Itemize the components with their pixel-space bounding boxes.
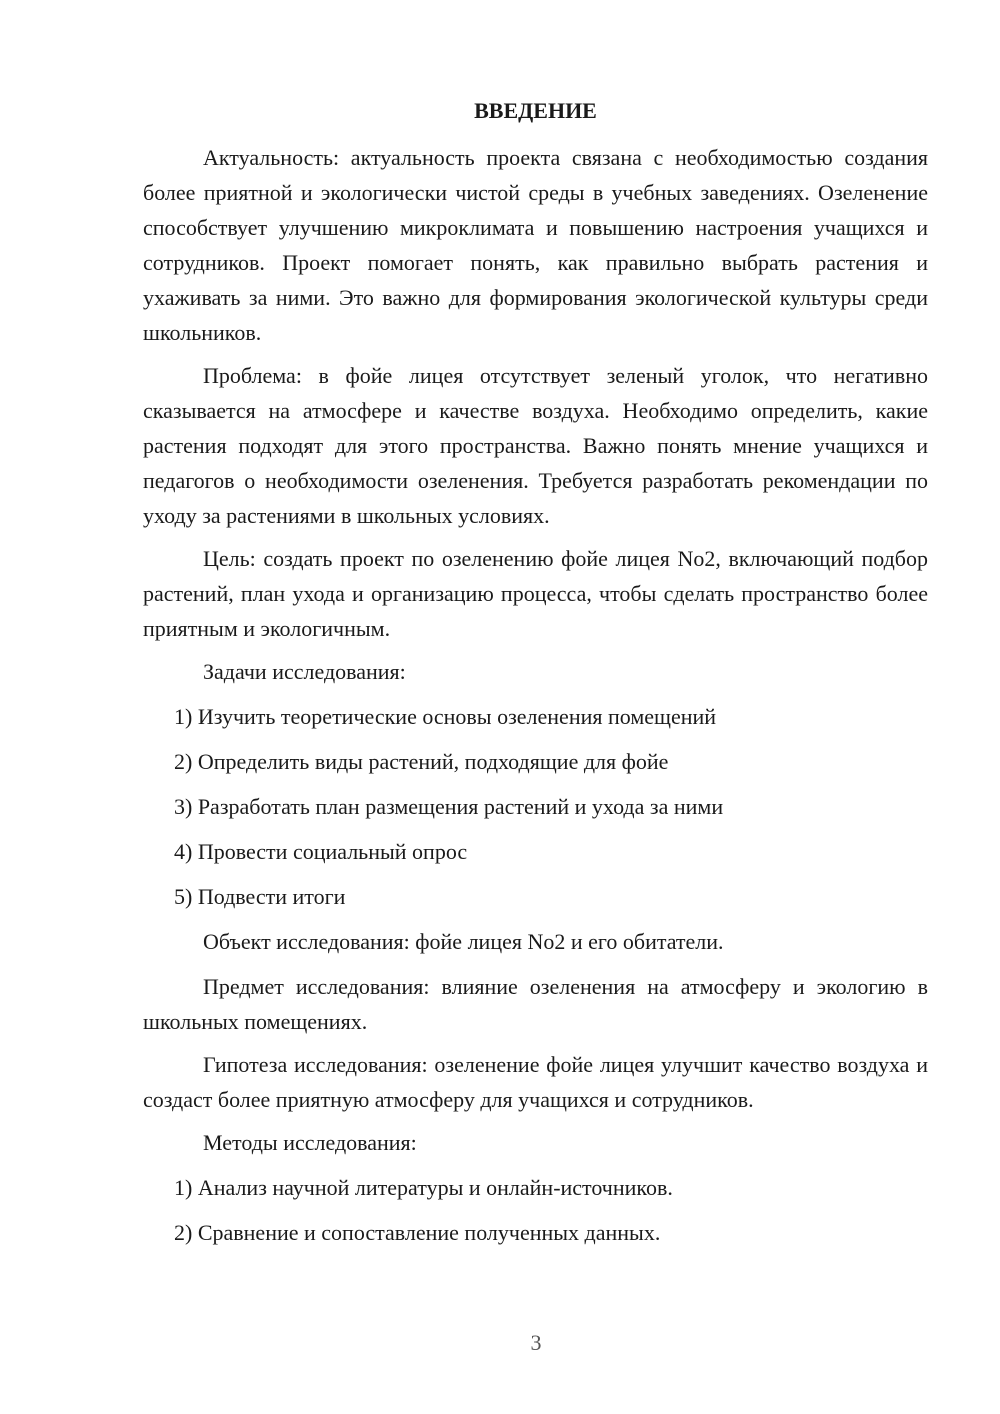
page-number: 3 (530, 1330, 542, 1355)
problem-paragraph: Проблема: в фойе лицея отсутствует зеленый уголок, что негативно сказывается на атмосфере и качестве воздуха. Необходимо определить, какие растения подходят для этого пространства. Важно понять мнение учащихся и педагогов о необходимости озеленения. Требуется разработать рекомендации по уходу за растениями в школьных условиях. (143, 363, 928, 528)
goal-paragraph: Цель: создать проект по озеленению фойе лицея No2, включающий подбор растений, план ухода и организацию процесса, чтобы сделать пространство более приятным и экологичным. (143, 546, 928, 641)
list-item: 5) Подвести итоги (174, 884, 346, 909)
methods-list (143, 1170, 928, 1250)
hypothesis-paragraph: Гипотеза исследования: озеленение фойе лицея улучшит качество воздуха и создаст более приятную атмосферу для учащихся и сотрудников. (143, 1052, 928, 1112)
list-item: 1) Анализ научной литературы и онлайн-источников. (174, 1175, 673, 1200)
list-item: 3) Разработать план размещения растений и ухода за ними (174, 794, 724, 819)
list-item: 1) Изучить теоретические основы озеленения помещений (174, 704, 717, 729)
tasks-label: Задачи исследования: (203, 659, 406, 684)
list-item: 2) Сравнение и сопоставление полученных данных. (174, 1220, 661, 1245)
list-item: 4) Провести социальный опрос (174, 839, 468, 864)
methods-label: Методы исследования: (203, 1130, 417, 1155)
document-page (143, 96, 928, 1260)
object-paragraph: Объект исследования: фойе лицея No2 и его обитатели. (203, 929, 724, 954)
subject-paragraph: Предмет исследования: влияние озеленения на атмосферу и экологию в школьных помещениях. (143, 974, 928, 1034)
section-heading: ВВЕДЕНИЕ (474, 98, 597, 123)
actuality-paragraph: Актуальность: актуальность проекта связана с необходимостью создания более приятной и экологически чистой среды в учебных заведениях. Озеленение способствует улучшению микроклимата и повышению настроения учащихся и сотрудников. Проект помогает понять, как правильно выбрать растения и ухаживать за ними. Это важно для формирования экологической культуры среди школьников. (143, 145, 928, 345)
tasks-list (143, 699, 928, 914)
list-item: 2) Определить виды растений, подходящие для фойе (174, 749, 669, 774)
